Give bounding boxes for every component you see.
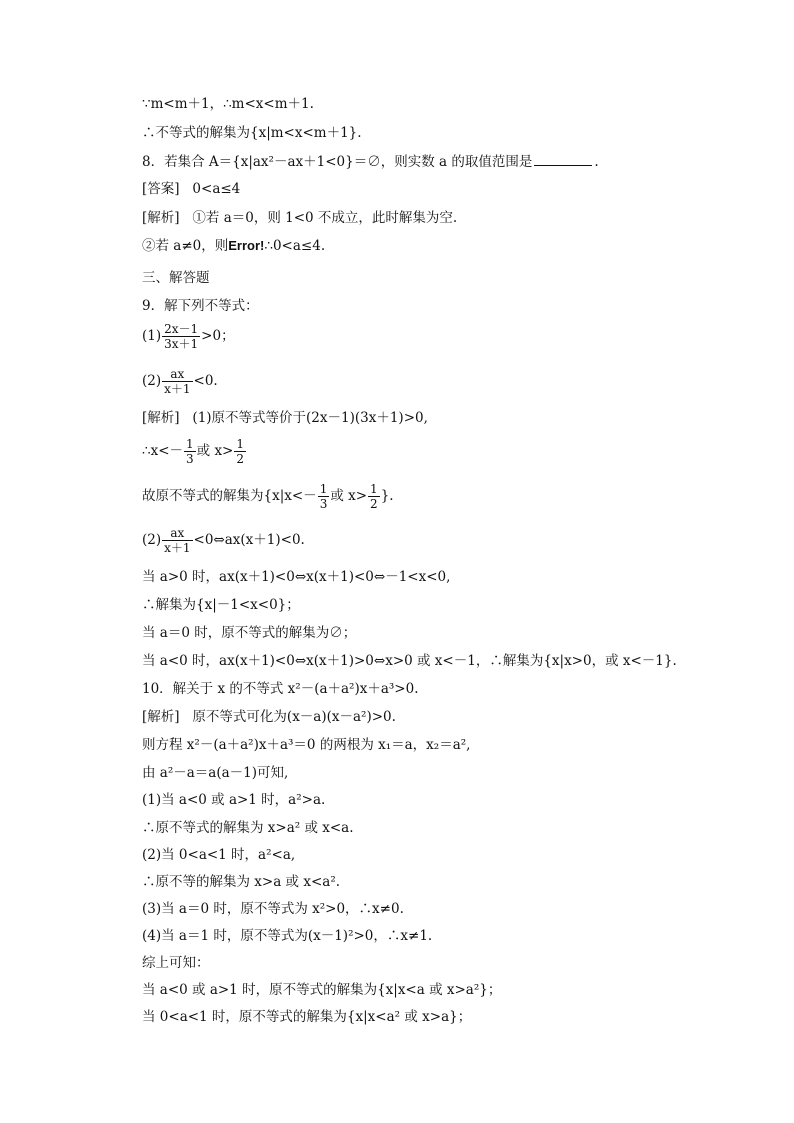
fraction-denominator: x＋1 [164,541,191,555]
analysis-line [142,208,674,228]
analysis-text: 原不等式可化为(x－a)(x－a²)>0. [192,709,396,725]
relation: <0. [193,373,218,389]
fraction-numerator: ax [162,526,192,541]
solution-line: (4)当 a＝1 时，原不等式为(x－1)²>0，∴x≠1. [142,928,433,944]
analysis-tag: [解析] [142,709,180,725]
text-line: ∴不等式的解集为{x|m<x<m＋1}. [142,125,362,141]
text-segment: 或 x> [330,488,368,504]
solution-line [142,437,674,471]
fraction-denominator: 3 [186,452,194,466]
solution-line: ∴原不等的解集为 x>a 或 x<a². [142,874,341,890]
analysis-line-2 [142,236,674,256]
solution-line [142,408,674,428]
text-segment: }. [380,488,394,504]
fraction [234,437,246,466]
fraction-denominator: 3x＋1 [164,337,199,351]
solution-line: (1)当 a<0 或 a>1 时，a²>a. [142,792,326,808]
error-placeholder: Error! [228,238,265,253]
fraction-denominator: x＋1 [164,382,191,396]
text-segment: <0⇔ax(x＋1)<0. [193,532,305,548]
fraction-numerator: ax [162,367,192,382]
relation: >0； [201,328,235,344]
solution-line: (3)当 a＝0 时，原不等式为 x²>0，∴x≠0. [142,901,404,917]
fraction [368,482,380,511]
solution-line: 由 a²－a＝a(a－1)可知, [142,765,289,781]
q9-part-1 [142,322,674,356]
analysis-text: ②若 a≠0，则 [142,238,229,254]
analysis-tag: [解析] [142,210,180,226]
solution-line: 综上可知： [142,955,210,971]
solution-line: ∴原不等式的解集为 x>a² 或 x<a. [142,820,354,836]
solution-line: 当 a<0 时，ax(x＋1)<0⇔x(x＋1)>0⇔x>0 或 x<－1，∴解集为{x|x>0，或 x<－1}. [142,653,677,669]
answer-text: 0<a≤4 [192,181,241,197]
solution-line: 当 a＝0 时，原不等式的解集为∅； [142,625,357,641]
solution-line: 当 0<a<1 时，原不等式的解集为{x|x<a² 或 x>a}； [142,1009,472,1025]
question-8-text: 8．若集合 A＝{x|ax²－ax＋1<0}＝∅，则实数 a 的取值范围是 [142,154,533,170]
answer-blank [534,151,592,166]
section-heading: 三、解答题 [142,270,210,286]
answer-line [142,179,674,199]
solution-line [142,482,674,516]
fraction [162,526,192,555]
question-10: 10．解关于 x 的不等式 x²－(a＋a²)x＋a³>0. [142,681,419,697]
text-line: ∵m<m＋1，∴m<x<m＋1. [142,96,314,112]
text-segment: ∴x<－ [142,443,184,459]
fraction-numerator: 1 [186,437,194,451]
text-segment: 故原不等式的解集为{x|x<－ [142,488,317,504]
question-8 [142,151,674,172]
analysis-tag: [解析] [142,410,180,426]
solution-line [142,707,674,727]
fraction-numerator: 2x－1 [164,322,199,336]
solution-line [142,526,674,560]
solution-line: ∴解集为{x|－1<x<0}； [142,597,300,613]
analysis-text: ∴0<a≤4. [264,238,326,254]
question-9: 9．解下列不等式： [142,298,259,314]
fraction-denominator: 2 [236,452,245,466]
analysis-text: ①若 a＝0，则 1<0 不成立，此时解集为空. [192,210,458,226]
fraction-numerator: 1 [319,482,328,496]
fraction [162,322,200,351]
fraction [162,367,192,396]
fraction-denominator: 2 [370,497,378,511]
solution-line: (2)当 0<a<1 时，a²<a, [142,847,296,863]
fraction-denominator: 3 [319,497,328,511]
solution-line: 则方程 x²－(a＋a²)x＋a³＝0 的两根为 x₁＝a，x₂＝a², [142,737,471,753]
solution-line: 当 a>0 时，ax(x＋1)<0⇔x(x＋1)<0⇔－1<x<0, [142,569,451,585]
part-label: (1) [142,328,162,344]
fraction [184,437,196,466]
analysis-text: (1)原不等式等价于(2x－1)(3x＋1)>0, [192,410,428,426]
fraction-numerator: 1 [236,437,245,451]
answer-tag: [答案] [142,181,180,197]
fraction [318,482,330,511]
text-segment: 或 x> [196,443,234,459]
q9-part-2 [142,367,674,401]
fraction-numerator: 1 [370,482,378,496]
solution-line: 当 a<0 或 a>1 时，原不等式的解集为{x|x<a 或 x>a²}； [142,982,502,998]
period: . [594,154,599,170]
part-label: (2) [142,532,162,548]
part-label: (2) [142,373,162,389]
